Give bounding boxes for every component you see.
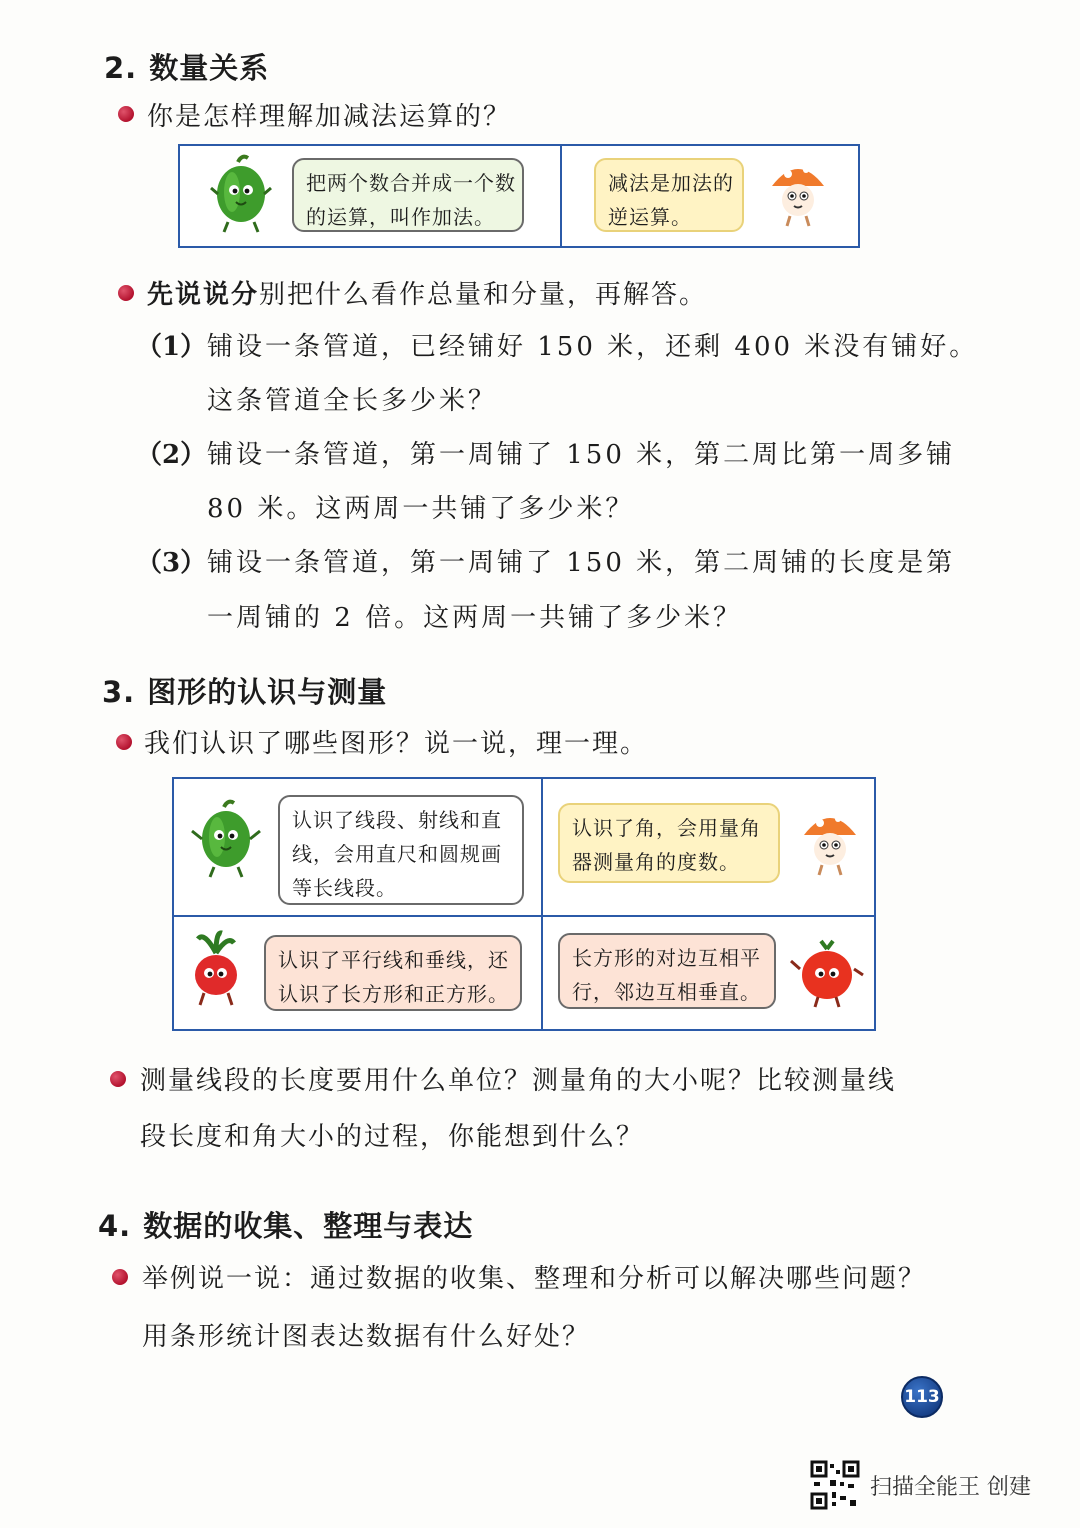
bullet-rest-text: 别把什么看作总量和分量，再解答。: [259, 280, 708, 310]
mushroom-character-icon: [800, 805, 860, 877]
bullet-dot: [110, 1071, 126, 1087]
section-4-heading: [98, 1204, 473, 1245]
question-2-line-1: 铺设一条管道，第一周铺了 150 米，第二周比第一周多铺: [207, 440, 956, 470]
s3-shapes-panel: [172, 777, 876, 1031]
question-3-line-2: 一周铺的 2 倍。这两周一共铺了多少米？: [207, 603, 743, 633]
question-1-line-1: 铺设一条管道，已经铺好 150 米，还剩 400 米没有铺好。: [207, 332, 979, 362]
pepper-character-icon: [190, 799, 262, 879]
question-3-number: （3）: [136, 548, 207, 578]
bubble-line: 减法是加法的: [608, 171, 734, 195]
bullet-dot: [118, 106, 134, 122]
radish-character-icon: [188, 929, 244, 1009]
s3-bullet-2-line-1: 测量线段的长度要用什么单位？测量角的大小呢？比较测量线: [140, 1066, 897, 1096]
question-1-line-2: 这条管道全长多少米？: [207, 386, 498, 416]
section-4-number: 4.: [98, 1209, 132, 1243]
bubble-line: 线，会用直尺和圆规画: [292, 842, 502, 866]
section-3-heading: [102, 670, 387, 711]
bullet-strong-text: 先说说分: [147, 280, 260, 310]
question-3-line-1: 铺设一条管道，第一周铺了 150 米，第二周铺的长度是第: [207, 548, 956, 578]
s2-bubble-addition: [292, 158, 524, 232]
bubble-line: 等长线段。: [292, 876, 397, 900]
s2-bullet-1: 你是怎样理解加减法运算的？: [147, 102, 512, 132]
s3-bubble-rectangle: [558, 933, 776, 1009]
bubble-line: 认识了长方形和正方形。: [278, 982, 509, 1006]
s4-bullet-1-line-2: 用条形统计图表达数据有什么好处？: [142, 1322, 591, 1352]
scanner-watermark: 扫描全能王 创建: [870, 1475, 1031, 1500]
bubble-line: 的运算，叫作加法。: [306, 205, 495, 229]
bubble-line: 认识了平行线和垂线，还: [278, 948, 509, 972]
s4-bullet-1-line-1: 举例说一说：通过数据的收集、整理和分析可以解决哪些问题？: [142, 1264, 927, 1294]
section-2-heading: [104, 46, 269, 87]
panel-divider: [560, 146, 562, 246]
panel-divider-horizontal: [174, 915, 874, 917]
s3-bullet-2-line-2: 段长度和角大小的过程，你能想到什么？: [140, 1122, 645, 1152]
question-2-line-2: 80 米。这两周一共铺了多少米？: [207, 494, 635, 524]
section-2-number: 2.: [104, 51, 138, 85]
s3-bubble-angles: [558, 803, 780, 883]
s2-bubble-subtraction: [594, 158, 744, 232]
s2-bullet-2: [147, 274, 707, 311]
question-1-number: （1）: [136, 332, 207, 362]
bubble-line: 把两个数合并成一个数: [306, 171, 516, 195]
bubble-line: 逆运算。: [608, 205, 692, 229]
section-3-title: 图形的认识与测量: [147, 675, 388, 709]
section-2-title: 数量关系: [149, 51, 270, 85]
bubble-line: 认识了线段、射线和直: [292, 808, 502, 832]
bubble-line: 器测量角的度数。: [572, 850, 740, 874]
mushroom-character-icon: [768, 156, 828, 228]
s3-bullet-1: 我们认识了哪些图形？说一说，理一理。: [144, 729, 649, 759]
bubble-line: 认识了角，会用量角: [572, 816, 761, 840]
bullet-dot: [118, 285, 134, 301]
s3-bubble-parallel: [264, 935, 522, 1011]
page-number-badge: 113: [901, 1376, 943, 1418]
bubble-line: 长方形的对边互相平: [572, 946, 761, 970]
panel-divider-vertical: [541, 779, 543, 1029]
s3-bubble-lines: [278, 795, 524, 905]
bullet-dot: [112, 1269, 128, 1285]
tomato-character-icon: [790, 939, 864, 1009]
bullet-dot: [116, 734, 132, 750]
section-4-title: 数据的收集、整理与表达: [143, 1209, 474, 1243]
question-2-number: （2）: [136, 440, 207, 470]
section-3-number: 3.: [102, 675, 136, 709]
s2-dialogue-panel: [178, 144, 860, 248]
bubble-line: 行，邻边互相垂直。: [572, 980, 761, 1004]
qr-code-icon: [810, 1460, 860, 1510]
pepper-character-icon: [210, 154, 272, 234]
